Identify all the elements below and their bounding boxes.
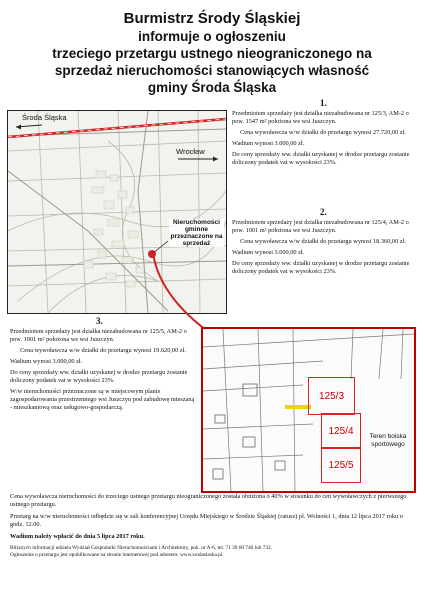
plot-2-price: Cena wywoławcza w/w działki do przetargu wynosi 18.360,00 zł. bbox=[240, 238, 406, 245]
plot-1-number: 1. bbox=[320, 98, 327, 108]
plot-1-text bbox=[232, 110, 414, 170]
header-line-2: informuje o ogłoszeniu bbox=[138, 29, 286, 44]
auction-venue: Przetarg na w/w nieruchomości odbędzie się w sali konferencyjnej Urzędu Miejskiego w Środzie Śląskiej (ratusz) pl. Wolności 1, dnia 12 lipca 2017 roku o godz. 12.00. bbox=[10, 513, 403, 528]
map-label-city: Środa Śląska bbox=[22, 113, 67, 122]
header-line-3: trzeciego przetargu ustnego nieograniczonego na bbox=[52, 46, 372, 61]
header-line-1: Burmistrz Środy Śląskiej bbox=[123, 10, 301, 27]
map-label-wroclaw: Wrocław bbox=[176, 147, 205, 156]
footer bbox=[10, 493, 414, 563]
plot-label-125-5: 125/5 bbox=[321, 447, 361, 483]
sports-ground-label: Teren boiska sportowego bbox=[369, 433, 407, 448]
plot-2-number: 2. bbox=[320, 207, 327, 217]
plot-2-description: Przedmiotem sprzedaży jest działka niezabudowana nr 125/4, AM-2 o pow. 1001 m² położona we wsi Juszczyn. bbox=[232, 219, 409, 234]
header-line-4: sprzedaż nieruchomości stanowiących własność bbox=[54, 63, 370, 78]
detail-map bbox=[201, 327, 416, 493]
plot-1-deposit: Wadium wynosi 3.000,00 zł. bbox=[232, 140, 305, 147]
plot-1-price: Cena wywoławcza w/w działki do przetargu wynosi 27.720,00 zł. bbox=[240, 129, 406, 136]
plot-2-text bbox=[232, 219, 414, 279]
plot-2-deposit: Wadium wynosi 3.000,00 zł. bbox=[232, 249, 305, 256]
plot-1-vat: Do ceny sprzedaży ww. działki uzyskanej w drodze przetargu zostanie doliczony podatek vat w wysokości 23%. bbox=[232, 151, 410, 166]
plot-3-description: Przedmiotem sprzedaży jest działka niezabudowana nr 125/5, AM-2 o pow. 1001 m² położona we wsi Juszczyn. bbox=[10, 328, 187, 343]
plot-3-zoning: W/w nieruchomości przeznaczone są w miejscowym planie zagospodarowania przestrzennego wsi Juszczyn pod zabudowę mieszaną - mieszkaniową oraz usługowo-gospodarczą. bbox=[10, 388, 195, 411]
plot-2-vat: Do ceny sprzedaży ww. działki uzyskanej w drodze przetargu zostanie doliczony podatek vat w wysokości 23%. bbox=[232, 260, 410, 275]
map-label-property: Nieruchomości gminne przeznaczone na sprzedaż bbox=[170, 219, 223, 247]
plot-3-deposit: Wadium wynosi 3.000,00 zł. bbox=[10, 358, 83, 365]
plot-3-number: 3. bbox=[96, 316, 103, 326]
plot-3-text bbox=[10, 328, 196, 415]
header-line-5: gminy Środa Śląska bbox=[147, 80, 277, 95]
plot-3-vat: Do ceny sprzedaży ww. działki uzyskanej w drodze przetargu zostanie doliczony podatek vat w wysokości 23%. bbox=[10, 369, 188, 384]
plot-3-price: Cena wywoławcza w/w działki do przetargu wynosi 19.620,00 zł. bbox=[20, 347, 186, 354]
deposit-deadline: Wadium należy wpłacić do dnia 5 lipca 2017 roku. bbox=[10, 533, 145, 540]
contact-info: Bliższych informacji udziela Wydział Gospodarki Nieruchomościami i Architektury, pok. nr A-6, tel. 71 39 60 746 lub 732. bbox=[10, 545, 272, 551]
price-reduction-note: Cena wywoławcza nieruchomości do trzeciego ustnego przetargu nieograniczonego została obniżona o 40% w stosunku do cen wywoławczych z pierwszego ustnego przetargu. bbox=[10, 493, 407, 508]
plot-label-125-4: 125/4 bbox=[321, 413, 361, 449]
plot-label-125-3: 125/3 bbox=[308, 377, 355, 415]
plot-1-description: Przedmiotem sprzedaży jest działka niezabudowana nr 125/3, AM-2 o pow. 1547 m² położona we wsi Juszczyn. bbox=[232, 110, 409, 125]
publication-info: Ogłoszenie o przetargu jest opublikowane na stronie internetowej pod adresem: www.srodaslaska.pl. bbox=[10, 552, 224, 558]
